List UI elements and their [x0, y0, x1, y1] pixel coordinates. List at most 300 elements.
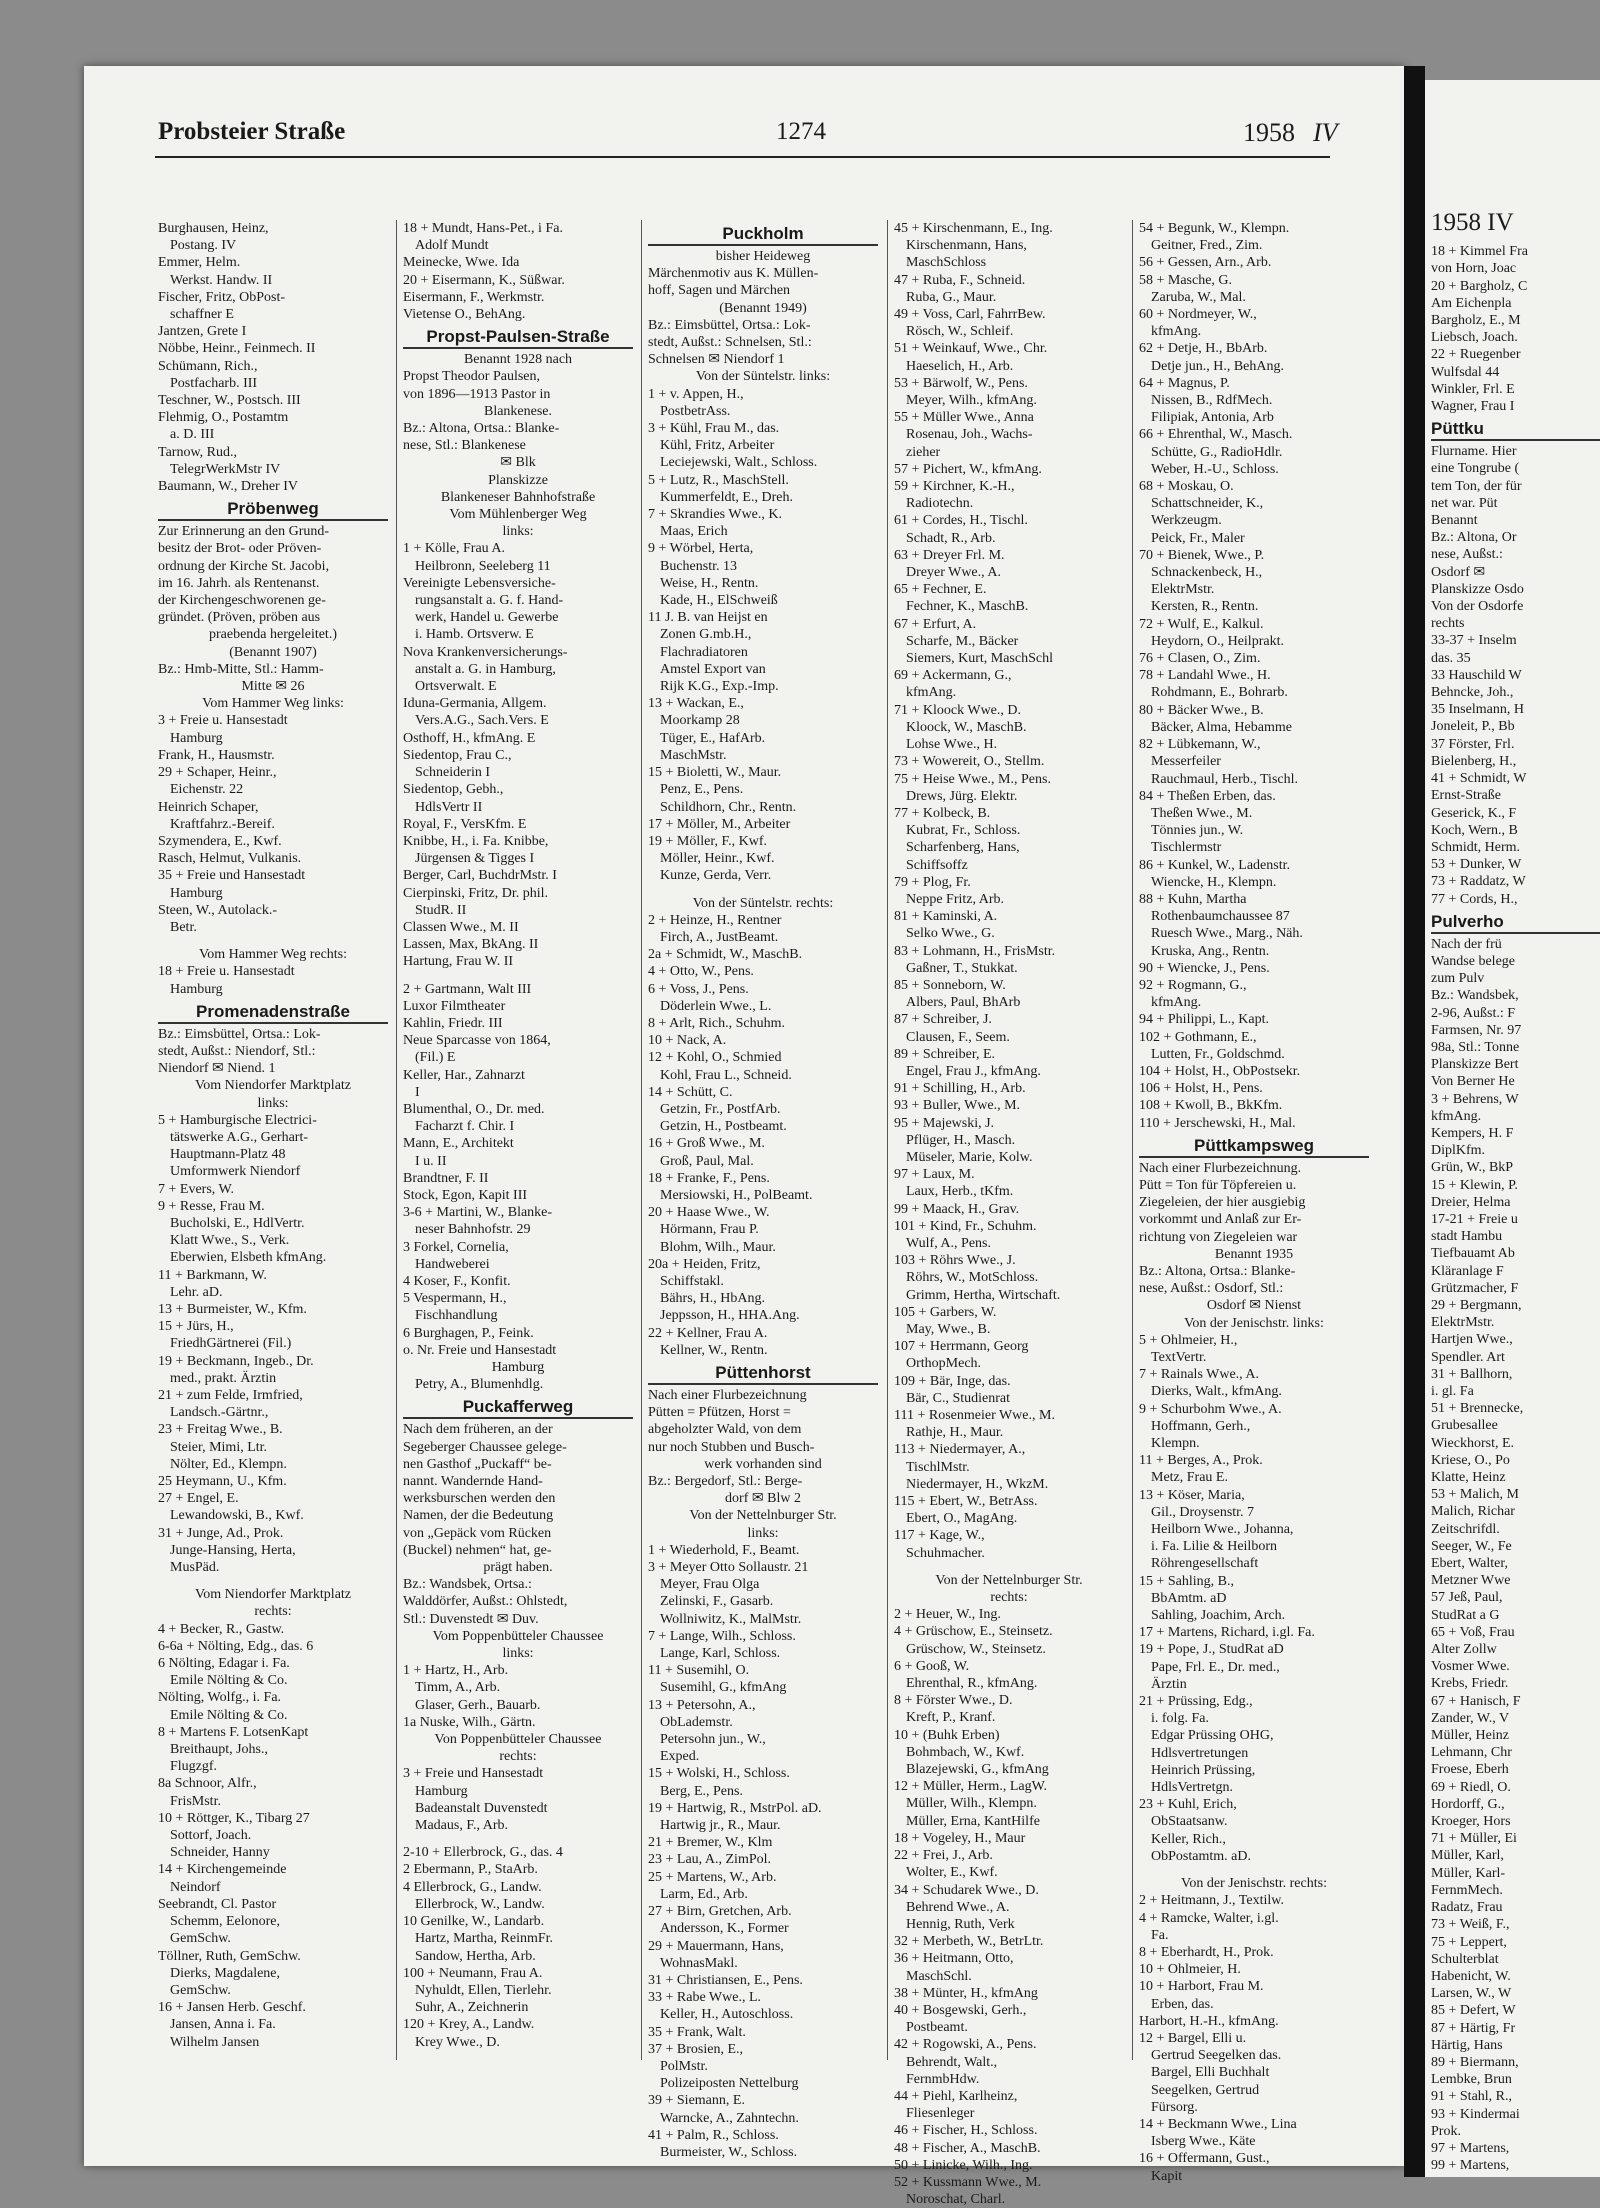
directory-entry: Müller, Heinz: [1431, 1728, 1509, 1744]
directory-entry: 6-6a + Nölting, Edg., das. 6: [158, 1638, 314, 1654]
directory-entry: Kahlin, Friedr. III: [403, 1015, 503, 1031]
street-heading: Puckholm: [648, 223, 878, 246]
directory-entry: Müller, Karl-: [1431, 1865, 1506, 1881]
directory-entry: Röhrs, W., MotSchloss.: [906, 1270, 1039, 1286]
column-divider: [1132, 220, 1133, 2060]
directory-entry: Krey Wwe., D.: [415, 2034, 500, 2050]
directory-entry: Bär, C., Studienrat: [906, 1390, 1011, 1406]
directory-entry: Koch, Wern., B: [1431, 822, 1518, 838]
directory-entry: Walddörfer, Außst.: Ohlstedt,: [403, 1594, 568, 1610]
directory-entry: Metzner Wwe: [1431, 1573, 1511, 1589]
directory-entry: Grützmacher, F: [1431, 1280, 1519, 1296]
directory-entry: Schiffsoffz: [906, 857, 968, 873]
directory-entry: 89 + Biermann,: [1431, 2054, 1519, 2070]
directory-entry: 15 + Bioletti, W., Maur.: [648, 765, 782, 781]
directory-entry: Benannt: [1431, 513, 1478, 529]
directory-entry: Scharfe, M., Bäcker: [906, 633, 1019, 649]
directory-entry: 78 + Landahl Wwe., H.: [1139, 668, 1271, 684]
directory-entry: nur noch Stubben und Busch-: [648, 1439, 815, 1455]
directory-entry: TischlMstr.: [906, 1459, 970, 1475]
directory-entry: Schütte, G., RadioHdlr.: [1151, 444, 1283, 460]
directory-entry: 25 + Martens, W., Arb.: [648, 1869, 777, 1885]
directory-entry: 29 + Schaper, Heinr.,: [158, 765, 277, 781]
page-district: IV: [1313, 118, 1338, 147]
directory-entry: Hartjen Wwe.,: [1431, 1332, 1513, 1348]
directory-entry: Fliesenleger: [906, 2106, 975, 2122]
directory-entry: PostbetrAss.: [660, 403, 731, 419]
directory-entry: Fechner, K., MaschB.: [906, 599, 1029, 615]
directory-entry: 33 + Rabe Wwe., L.: [648, 1990, 761, 2006]
directory-entry: Jeppsson, H., HHA.Ang.: [660, 1308, 800, 1324]
directory-entry: Zelinski, F., Gasarb.: [660, 1594, 774, 1610]
directory-entry: Ebert, Walter,: [1431, 1556, 1508, 1572]
directory-entry: Ziegeleien, der hier ausgiebig: [1139, 1195, 1306, 1211]
directory-entry: 91 + Stahl, R.,: [1431, 2089, 1513, 2105]
directory-entry: rechts:: [499, 1749, 537, 1765]
directory-entry: 10 Genilke, W., Landarb.: [403, 1914, 545, 1930]
directory-column-1: [158, 220, 388, 2051]
directory-entry: Zaruba, W., Mal.: [1151, 289, 1246, 305]
directory-entry: 3 + Behrens, W: [1431, 1091, 1519, 1107]
directory-entry: Schildhorn, Chr., Rentn.: [660, 799, 797, 815]
directory-entry: Schuhmacher.: [906, 1545, 985, 1561]
directory-entry: Brandtner, F. II: [403, 1170, 489, 1186]
directory-entry: Groß, Paul, Mal.: [660, 1153, 754, 1169]
directory-entry: Lohse Wwe., H.: [906, 737, 998, 753]
directory-entry: Tüger, E., HafArb.: [660, 730, 766, 746]
directory-entry: Hdlsvertretungen: [1151, 1745, 1249, 1761]
directory-entry: Fischhandlung: [415, 1308, 498, 1324]
directory-entry: 16 + Offermann, Gust.,: [1139, 2151, 1270, 2167]
directory-entry: gründet. (Pröven, pröben aus: [158, 610, 321, 626]
directory-entry: 11 + Berges, A., Prok.: [1139, 1453, 1263, 1469]
directory-entry: Behncke, Joh.,: [1431, 685, 1514, 701]
directory-entry: Pütt = Ton für Töpfereien u.: [1139, 1177, 1297, 1193]
directory-entry: Krebs, Friedr.: [1431, 1676, 1509, 1692]
directory-entry: Siemers, Kurt, MaschSchl: [906, 651, 1053, 667]
directory-entry: 18 + Kimmel Fra: [1431, 244, 1528, 260]
directory-entry: Junge-Hansing, Herta,: [170, 1542, 296, 1558]
directory-entry: 1a Nuske, Wilh., Gärtn.: [403, 1714, 536, 1730]
directory-entry: 97 + Martens,: [1431, 2140, 1510, 2156]
directory-entry: 53 + Malich, M: [1431, 1487, 1519, 1503]
directory-entry: 18 + Mundt, Hans-Pet., i Fa.: [403, 221, 563, 236]
directory-entry: 1 + Kölle, Frau A.: [403, 541, 505, 557]
directory-entry: 9 + Schurbohm Wwe., A.: [1139, 1401, 1282, 1417]
directory-entry: 59 + Kirchner, K.-H.,: [894, 479, 1015, 495]
directory-entry: Glaser, Gerh., Bauarb.: [415, 1697, 541, 1713]
directory-entry: Niedermayer, H., WkzM.: [906, 1476, 1049, 1492]
directory-entry: Hamburg: [170, 981, 223, 997]
directory-entry: Teschner, W., Postsch. III: [158, 393, 301, 409]
directory-entry: Müller, Erna, KantHilfe: [906, 1813, 1040, 1829]
directory-entry: Bz.: Altona, Ortsa.: Blanke-: [403, 421, 560, 437]
directory-entry: 42 + Rogowski, A., Pens.: [894, 2037, 1037, 2053]
directory-entry: Rathje, H., Maur.: [906, 1425, 1004, 1441]
directory-entry: 6 + Voss, J., Pens.: [648, 981, 749, 997]
directory-entry: Keller, Rich.,: [1151, 1831, 1226, 1847]
directory-entry: FernmMech.: [1431, 1882, 1503, 1898]
directory-entry: 23 + Lau, A., ZimPol.: [648, 1852, 772, 1868]
directory-entry: HdlsVertretgn.: [1151, 1780, 1234, 1796]
directory-entry: Lutten, Fr., Goldschmd.: [1151, 1046, 1285, 1062]
directory-entry: Dreier, Helma: [1431, 1194, 1511, 1210]
directory-entry: Ernst-Straße: [1431, 788, 1501, 804]
directory-entry: Schneiderin I: [415, 765, 491, 781]
street-heading: Püttenhorst: [648, 1362, 878, 1385]
page-year-district: [1243, 118, 1338, 148]
directory-entry: 21 + zum Felde, Irmfried,: [158, 1388, 303, 1403]
directory-entry: Radiotechn.: [906, 496, 974, 512]
directory-entry: 95 + Majewski, J.: [894, 1115, 995, 1131]
directory-entry: (Buckel) nehmen“ hat, ge-: [403, 1542, 552, 1558]
directory-entry: Berg, E., Pens.: [660, 1783, 743, 1799]
directory-entry: Bz.: Hmb-Mitte, Stl.: Hamm-: [158, 661, 324, 677]
spacer: [648, 885, 878, 895]
directory-entry: 4 + Grüschow, E., Steinsetz.: [894, 1624, 1053, 1640]
directory-entry: i. Hamb. Ortsverw. E: [415, 627, 534, 643]
directory-entry: 73 + Wowereit, O., Stellm.: [894, 754, 1045, 770]
directory-entry: Luxor Filmtheater: [403, 998, 506, 1014]
directory-entry: 35 + Frank, Walt.: [648, 2024, 746, 2040]
directory-entry: (Benannt 1949): [719, 300, 807, 316]
directory-entry: Seegelken, Gertrud: [1151, 2082, 1260, 2098]
directory-entry: Klatte, Heinz: [1431, 1470, 1506, 1486]
directory-entry: werksburschen werden den: [403, 1491, 556, 1507]
directory-entry: Kubrat, Fr., Schloss.: [906, 823, 1021, 839]
directory-entry: Blankeneser Bahnhofstraße: [440, 489, 596, 505]
directory-entry: 70 + Bienek, Wwe., P.: [1139, 547, 1265, 563]
directory-entry: 37 + Brosien, E.,: [648, 2041, 743, 2057]
directory-entry: 3 + Freie u. Hansestadt: [158, 713, 288, 729]
directory-entry: Kade, H., ElSchweiß: [660, 593, 778, 609]
directory-entry: Badeanstalt Duvenstedt: [415, 1800, 548, 1816]
directory-entry: Bz.: Eimsbüttel, Ortsa.: Lok-: [648, 317, 811, 333]
directory-entry: Bz.: Eimsbüttel, Ortsa.: Lok-: [158, 1026, 321, 1042]
directory-entry: Ruesch Wwe., Marg., Näh.: [1151, 926, 1303, 942]
directory-entry: Schadt, R., Arb.: [906, 530, 996, 546]
directory-entry: Dierks, Walt., kfmAng.: [1151, 1384, 1282, 1400]
directory-entry: 84 + Theßen Erben, das.: [1139, 788, 1276, 804]
directory-entry: Polizeiposten Nettelburg: [660, 2076, 799, 2092]
directory-entry: Lehr. aD.: [170, 1284, 223, 1300]
directory-entry: Osdorf ✉: [1431, 564, 1486, 580]
directory-entry: Hauptmann-Platz 48: [170, 1147, 286, 1163]
directory-entry: MaschSchl.: [906, 1968, 972, 1984]
directory-entry: 2a + Schmidt, W., MaschB.: [648, 947, 803, 963]
directory-entry: 25 Heymann, U., Kfm.: [158, 1474, 287, 1490]
directory-entry: Hamburg: [170, 885, 223, 901]
directory-entry: 44 + Piehl, Karlheinz,: [894, 2088, 1018, 2104]
directory-entry: 85 + Defert, W: [1431, 2003, 1516, 2019]
directory-entry: TelegrWerkMstr IV: [170, 461, 281, 477]
directory-entry: Seebrandt, Cl. Pastor: [158, 1896, 277, 1912]
directory-entry: Classen Wwe., M. II: [403, 919, 519, 935]
directory-entry: Grün, W., BkP: [1431, 1160, 1514, 1176]
directory-entry: 41 + Schmidt, W: [1431, 771, 1527, 787]
directory-entry: Hamburg: [170, 730, 223, 746]
directory-entry: i. gl. Fa: [1431, 1384, 1474, 1399]
directory-entry: 101 + Kind, Fr., Schuhm.: [894, 1218, 1037, 1234]
directory-entry: TextVertr.: [1151, 1350, 1207, 1365]
directory-entry: 9 + Wörbel, Herta,: [648, 541, 754, 557]
directory-entry: Lewandowski, B., Kwf.: [170, 1508, 304, 1524]
directory-entry: 83 + Lohmann, H., FrisMstr.: [894, 943, 1056, 959]
directory-entry: 2 + Gartmann, Walt III: [403, 981, 532, 997]
directory-entry: Kersten, R., Rentn.: [1151, 599, 1259, 615]
directory-entry: 13 + Köser, Maria,: [1139, 1487, 1245, 1503]
directory-entry: anstalt a. G. in Hamburg,: [415, 661, 556, 677]
directory-entry: Adolf Mundt: [415, 238, 489, 254]
directory-entry: Von der Süntelstr. rechts:: [692, 895, 834, 911]
directory-entry: nannt. Wandernde Hand-: [403, 1474, 543, 1490]
directory-entry: 93 + Buller, Wwe., M.: [894, 1098, 1021, 1114]
directory-entry: Hordorff, G.,: [1431, 1796, 1505, 1812]
directory-entry: Wandse belege: [1431, 953, 1515, 969]
directory-entry: 80 + Bäcker Wwe., B.: [1139, 702, 1264, 718]
directory-entry: Metz, Frau E.: [1151, 1470, 1228, 1486]
directory-entry: StudRat a G: [1431, 1607, 1500, 1623]
directory-entry: 35 + Freie und Hansestadt: [158, 868, 306, 884]
directory-entry: Ellerbrock, W., Landw.: [415, 1896, 545, 1912]
directory-entry: Schattschneider, K.,: [1151, 496, 1264, 512]
directory-entry: Schmidt, Herm.: [1431, 839, 1521, 855]
directory-entry: 13 + Wackan, E.,: [648, 696, 744, 712]
directory-entry: 13 + Burmeister, W., Kfm.: [158, 1301, 307, 1317]
book-gutter: [1404, 66, 1425, 2177]
directory-entry: von Horn, Joac: [1431, 261, 1517, 277]
directory-entry: Hoffmann, Gerh.,: [1151, 1418, 1251, 1434]
directory-entry: MaschMstr.: [660, 747, 727, 763]
directory-entry: Liebsch, Joach.: [1431, 330, 1518, 346]
directory-entry: 11 + Barkmann, W.: [158, 1267, 267, 1283]
directory-entry: Getzin, H., Postbeamt.: [660, 1119, 787, 1135]
directory-entry: (Fil.) E: [415, 1050, 456, 1066]
directory-entry: rechts: [1431, 616, 1465, 632]
directory-entry: Isberg Wwe., Käte: [1151, 2134, 1256, 2150]
directory-entry: 66 + Ehrenthal, W., Masch.: [1139, 427, 1293, 443]
directory-entry: Kapit: [1151, 2168, 1183, 2184]
directory-entry: Von der Nettelnburger Str.: [689, 1508, 837, 1524]
directory-entry: 7 + Evers, W.: [158, 1181, 234, 1197]
directory-entry: Amstel Export van: [660, 661, 766, 677]
directory-entry: Hörmann, Frau P.: [660, 1222, 759, 1238]
directory-entry: 82 + Lübkemann, W.,: [1139, 737, 1261, 753]
directory-entry: net war. Püt: [1431, 495, 1498, 511]
directory-entry: 67 + Hanisch, F: [1431, 1693, 1521, 1709]
directory-entry: nese, Außst.: Osdorf, Stl.:: [1139, 1281, 1284, 1297]
directory-entry: 10 + Ohlmeier, H.: [1139, 1962, 1241, 1978]
directory-entry: 20a + Heiden, Fritz,: [648, 1256, 761, 1272]
directory-entry: Joneleit, P., Bb: [1431, 719, 1515, 735]
directory-entry: Weber, H.-U., Schloss.: [1151, 461, 1279, 477]
directory-entry: Bz.: Wandsbek,: [1431, 988, 1519, 1004]
directory-entry: Vosmer Wwe.: [1431, 1659, 1510, 1675]
directory-entry: 35 Inselmann, H: [1431, 702, 1524, 718]
directory-entry: der Kirchengeschworenen ge-: [158, 593, 326, 609]
directory-entry: 20 + Haase Wwe., W.: [648, 1205, 770, 1221]
directory-entry: 87 + Schreiber, J.: [894, 1012, 992, 1028]
directory-entry: Schnelsen ✉ Niendorf 1: [648, 352, 785, 368]
directory-entry: 57 Jeß, Paul,: [1431, 1590, 1503, 1606]
directory-entry: Kraftfahrz.-Bereif.: [170, 816, 275, 832]
directory-entry: Szymendera, E., Kwf.: [158, 833, 282, 849]
directory-entry: 5 + Ohlmeier, H.,: [1139, 1332, 1238, 1348]
directory-entry: Detje jun., H., BehAng.: [1151, 358, 1284, 374]
directory-entry: stedt, Außst.: Niendorf, Stl.:: [158, 1043, 316, 1059]
directory-entry: Royal, F., VersKfm. E: [403, 816, 527, 832]
directory-entry: neser Bahnhofstr. 29: [415, 1222, 531, 1238]
directory-entry: Ehrenthal, R., kfmAng.: [906, 1676, 1038, 1692]
directory-entry: 90 + Wiencke, J., Pens.: [1139, 960, 1270, 976]
directory-entry: Heilbronn, Seeleberg 11: [415, 558, 551, 574]
directory-entry: Filipiak, Antonia, Arb: [1151, 410, 1274, 426]
directory-entry: 14 + Kirchengemeinde: [158, 1862, 287, 1878]
directory-entry: 34 + Schudarek Wwe., D.: [894, 1882, 1039, 1898]
directory-entry: Segeberger Chaussee gelege-: [403, 1439, 567, 1455]
directory-entry: 2 Ebermann, P., StaArb.: [403, 1862, 538, 1878]
directory-entry: 79 + Plog, Fr.: [894, 874, 971, 890]
directory-entry: Fa.: [1151, 1927, 1169, 1943]
directory-entry: Spendler. Art: [1431, 1349, 1505, 1365]
directory-entry: 39 + Siemann, E.: [648, 2093, 745, 2109]
directory-entry: 12 + Müller, Herm., LagW.: [894, 1779, 1048, 1795]
directory-entry: Peick, Fr., Maler: [1151, 530, 1245, 546]
directory-entry: von „Gepäck vom Rücken: [403, 1525, 552, 1541]
directory-entry: Selko Wwe., G.: [906, 926, 995, 942]
directory-entry: 21 + Prüssing, Edg.,: [1139, 1694, 1253, 1710]
directory-entry: tätswerke A.G., Gerhart-: [170, 1129, 309, 1145]
directory-entry: Von der Nettelnburger Str.: [935, 1572, 1083, 1588]
directory-entry: Clausen, F., Seem.: [906, 1029, 1010, 1045]
directory-entry: vorkommt und Anlaß zur Er-: [1139, 1212, 1302, 1228]
directory-entry: (Benannt 1907): [229, 644, 317, 660]
directory-entry: 14 + Beckmann Wwe., Lina: [1139, 2116, 1297, 2132]
directory-entry: 61 + Cordes, H., Tischl.: [894, 513, 1028, 529]
directory-entry: rechts:: [254, 1604, 292, 1620]
directory-column-4: [894, 220, 1124, 2208]
directory-entry: Bielenberg, H.,: [1431, 753, 1517, 769]
directory-entry: 5 + Lutz, R., MaschStell.: [648, 472, 789, 488]
directory-entry: zieher: [906, 444, 941, 460]
directory-entry: Hartwig jr., R., Maur.: [660, 1818, 781, 1834]
directory-entry: i. Fa. Lilie & Heilborn: [1151, 1539, 1277, 1555]
spacer: [158, 936, 388, 946]
directory-entry: Bäcker, Alma, Hebamme: [1151, 719, 1292, 735]
directory-entry: 1 + Wiederhold, F., Beamt.: [648, 1542, 800, 1558]
directory-entry: Schulterblat: [1431, 1951, 1499, 1967]
directory-entry: Bargholz, E., M: [1431, 313, 1521, 329]
directory-entry: 8 + Arlt, Rich., Schuhm.: [648, 1015, 786, 1031]
page-street-header: Probsteier Straße: [158, 118, 346, 145]
directory-entry: Leciejewski, Walt., Schloss.: [660, 455, 818, 471]
directory-entry: 12 + Bargel, Elli u.: [1139, 2030, 1247, 2046]
directory-entry: Tiefbauamt Ab: [1431, 1246, 1515, 1262]
directory-entry: 18 + Vogeley, H., Maur: [894, 1830, 1026, 1846]
directory-entry: 53 + Dunker, W: [1431, 857, 1522, 873]
directory-entry: Cierpinski, Fritz, Dr. phil.: [403, 885, 549, 901]
directory-entry: Härtig, Hans: [1431, 2037, 1503, 2053]
directory-entry: Zur Erinnerung an den Grund-: [158, 524, 330, 540]
directory-entry: 3 + Freie und Hansestadt: [403, 1766, 544, 1782]
directory-entry: Jürgensen & Tigges I: [415, 851, 535, 867]
directory-entry: Neue Sparcasse von 1864,: [403, 1033, 551, 1049]
directory-column-5: [1139, 220, 1369, 2185]
directory-entry: Kläranlage F: [1431, 1263, 1504, 1279]
directory-entry: Kummerfeldt, E., Dreh.: [660, 489, 793, 505]
directory-entry: o. Nr. Freie und Hansestadt: [403, 1342, 557, 1358]
directory-entry: GemSchw.: [170, 1931, 231, 1947]
directory-entry: Firch, A., JustBeamt.: [660, 929, 779, 945]
directory-entry: 75 + Heise Wwe., M., Pens.: [894, 771, 1051, 787]
directory-entry: Rohdmann, E., Bohrarb.: [1151, 685, 1288, 701]
directory-entry: 33-37 + Inselm: [1431, 633, 1517, 649]
directory-entry: 99 + Martens,: [1431, 2158, 1510, 2174]
directory-entry: Rijk K.G., Exp.-Imp.: [660, 679, 779, 695]
directory-entry: Facharzt f. Chir. I: [415, 1119, 515, 1135]
directory-entry: 109 + Bär, Inge, das.: [894, 1373, 1011, 1389]
directory-entry: Märchenmotiv aus K. Müllen-: [648, 266, 819, 282]
directory-entry: Zander, W., V: [1431, 1710, 1510, 1726]
directory-entry: Niendorf ✉ Niend. 1: [158, 1061, 276, 1077]
directory-entry: Behrendt, Walt.,: [906, 2054, 998, 2070]
directory-entry: Benannt 1935: [1214, 1246, 1294, 1262]
directory-entry: Kroeger, Hors: [1431, 1814, 1511, 1830]
directory-entry: Burmeister, W., Schloss.: [660, 2144, 798, 2160]
directory-entry: 98a, Stl.: Tonne: [1431, 1039, 1520, 1055]
street-heading: Püttkampsweg: [1139, 1135, 1369, 1158]
directory-entry: Farmsen, Nr. 97: [1431, 1022, 1522, 1038]
directory-entry: 85 + Sonneborn, W.: [894, 977, 1006, 993]
directory-entry: 31 + Junge, Ad., Prok.: [158, 1525, 284, 1541]
directory-entry: Breithaupt, Johs.,: [170, 1742, 268, 1758]
directory-entry: Laux, Herb., tKfm.: [906, 1184, 1014, 1200]
directory-entry: Jansen, Anna i. Fa.: [170, 2017, 276, 2033]
directory-entry: Rasch, Helmut, Vulkanis.: [158, 851, 302, 867]
directory-entry: Tischlermstr: [1151, 840, 1222, 856]
directory-entry: 20 + Eisermann, K., Süßwar.: [403, 272, 565, 288]
directory-entry: 27 + Engel, E.: [158, 1491, 239, 1507]
directory-entry: Von der Jenischstr. links:: [1184, 1315, 1324, 1331]
directory-entry: a. D. III: [170, 427, 215, 443]
directory-entry: 71 + Müller, Ei: [1431, 1831, 1517, 1847]
directory-entry: 87 + Härtig, Fr: [1431, 2020, 1516, 2036]
directory-entry: Burghausen, Heinz,: [158, 221, 269, 236]
directory-entry: Neppe Fritz, Arb.: [906, 891, 1004, 907]
directory-entry: Grubesallee: [1431, 1418, 1498, 1434]
directory-entry: 94 + Philippi, L., Kapt.: [1139, 1012, 1270, 1028]
directory-entry: 58 + Masche, G.: [1139, 272, 1233, 288]
directory-entry: Zonen G.mb.H.,: [660, 627, 752, 643]
directory-entry: Rothenbaumchaussee 87: [1151, 909, 1290, 925]
directory-entry: Möller, Heinr., Kwf.: [660, 851, 775, 867]
directory-entry: Bucholski, E., HdlVertr.: [170, 1215, 305, 1231]
directory-entry: Steier, Mimi, Ltr.: [170, 1439, 268, 1455]
directory-entry: Meyer, Frau Olga: [660, 1577, 760, 1593]
directory-entry: Von Berner He: [1431, 1074, 1515, 1090]
directory-entry: 100 + Neumann, Frau A.: [403, 1965, 543, 1981]
directory-entry: Drews, Jürg. Elektr.: [906, 788, 1018, 804]
directory-entry: Radatz, Frau: [1431, 1900, 1503, 1916]
directory-entry: 27 + Birn, Gretchen, Arb.: [648, 1904, 792, 1920]
directory-entry: Schemm, Eelonore,: [170, 1914, 281, 1930]
directory-entry: FernmbHdw.: [906, 2071, 980, 2087]
directory-entry: Bz.: Altona, Or: [1431, 530, 1517, 546]
directory-entry: Eisermann, F., Werkmstr.: [403, 289, 545, 305]
directory-entry: 62 + Detje, H., BbArb.: [1139, 341, 1268, 357]
directory-entry: 4 Ellerbrock, G., Landw.: [403, 1879, 542, 1895]
directory-entry: HdlsVertr II: [415, 799, 483, 815]
